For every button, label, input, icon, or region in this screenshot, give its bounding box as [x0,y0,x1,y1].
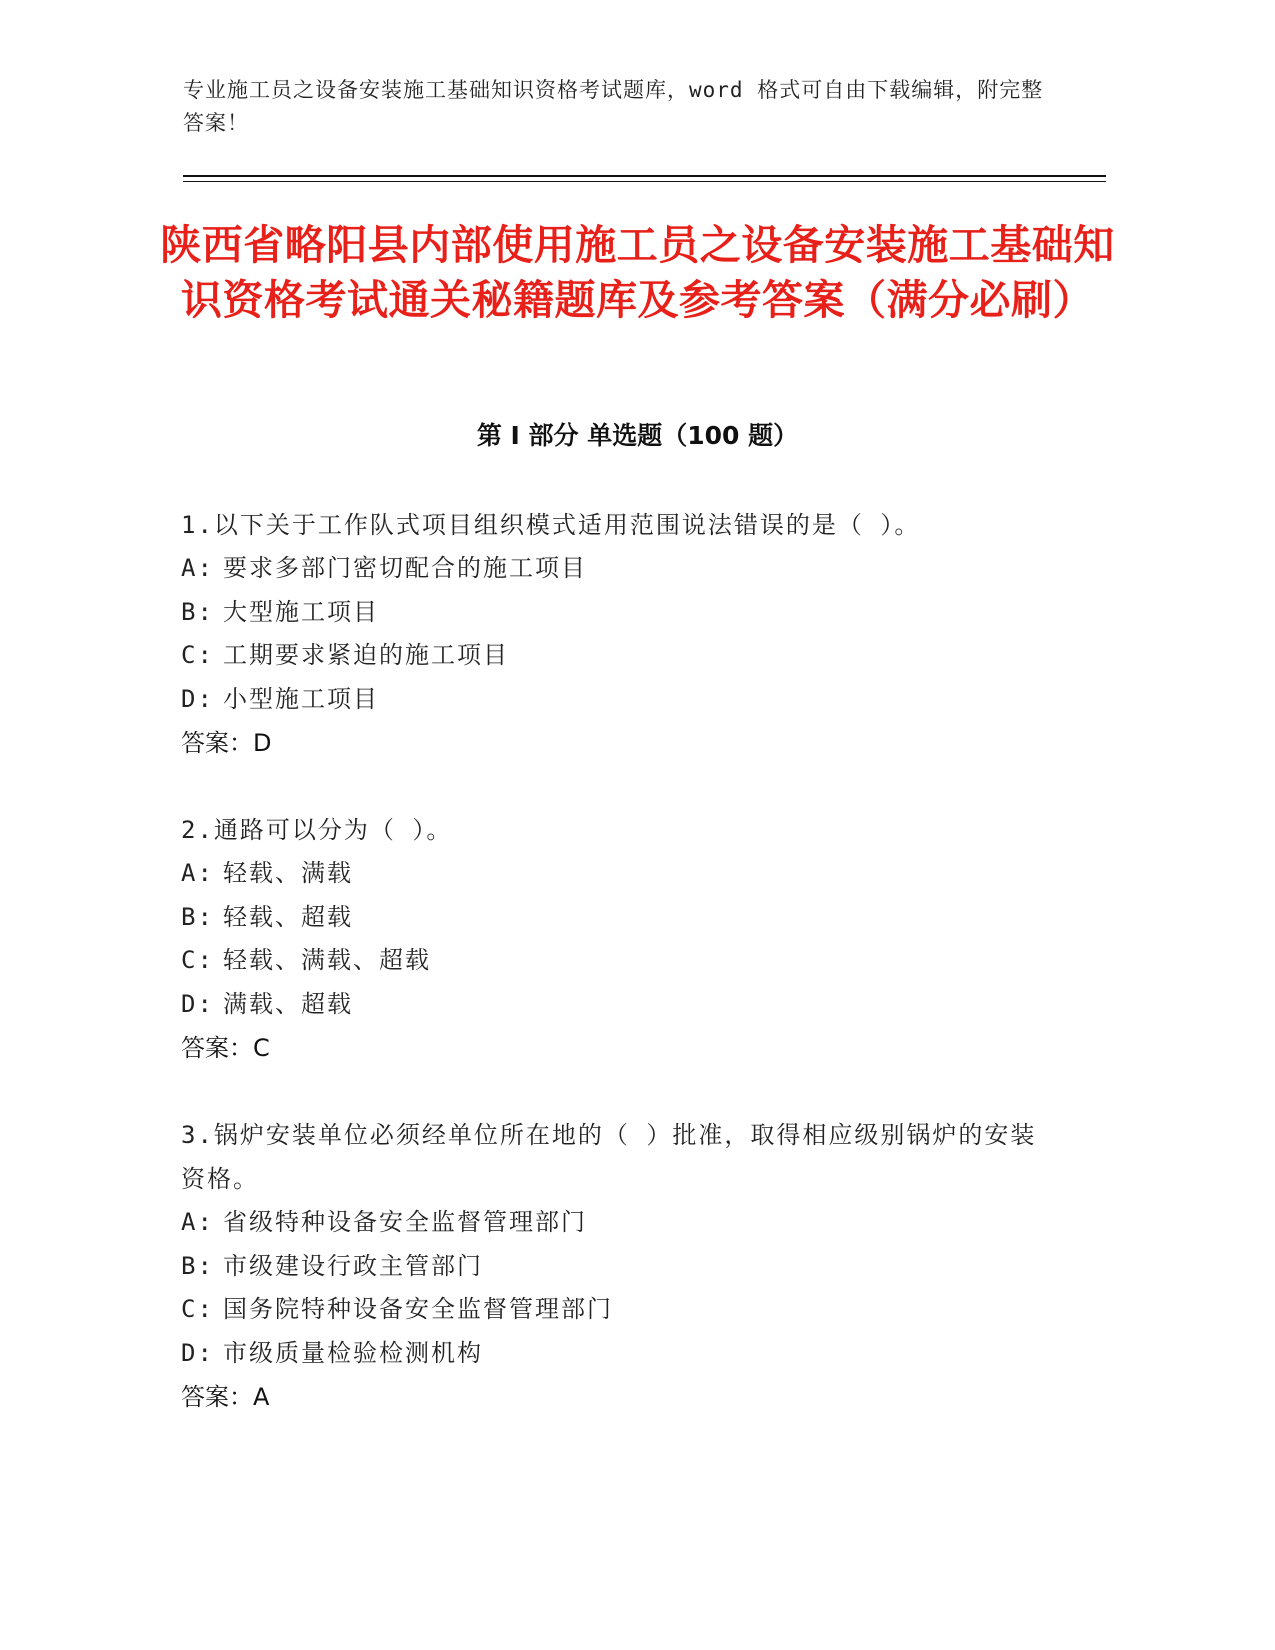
option-text: 小型施工项目 [223,684,379,713]
option-a [181,852,1061,896]
option-d [181,1332,1061,1376]
answer-label: 答案： [181,729,253,757]
option-letter: C: [181,641,214,669]
question-stem: 2.通路可以分为（ ）。 [181,816,453,844]
option-letter: D: [181,1338,214,1367]
option-letter: A: [181,1208,214,1236]
document-title: 陕西省略阳县内部使用施工员之设备安装施工基础知识资格考试通关秘籍题库及参考答案（满分必刷） [160,221,1115,324]
option-letter: B: [181,902,214,931]
answer-label: 答案： [181,1383,253,1411]
option-text: 轻载、超载 [223,902,353,931]
option-text: 工期要求紧迫的施工项目 [223,641,509,669]
question-3 [181,1113,1061,1419]
option-a [181,547,1061,591]
option-text: 轻载、满载 [223,859,353,887]
answer-line [181,1375,1061,1419]
answer-value: C [253,1034,270,1062]
option-c [181,634,1061,678]
section-heading: 第 I 部分 单选题（100 题） [476,421,799,450]
option-b [181,591,1061,635]
answer-line [181,1026,1061,1070]
option-text: 轻载、满载、超载 [223,946,431,974]
question-stem: 3.锅炉安装单位必须经单位所在地的（ ）批准，取得相应级别锅炉的安装资格。 [181,1121,1037,1193]
option-letter: B: [181,597,214,626]
option-text: 市级质量检验检测机构 [223,1338,483,1367]
answer-label: 答案： [181,1034,253,1062]
option-letter: C: [181,946,214,974]
option-text: 国务院特种设备安全监督管理部门 [223,1295,613,1323]
answer-line [181,721,1061,765]
option-letter: B: [181,1251,214,1280]
option-b [181,896,1061,940]
option-c [181,939,1061,983]
option-d [181,983,1061,1027]
option-letter: A: [181,554,214,582]
option-text: 省级特种设备安全监督管理部门 [223,1208,587,1236]
answer-value: D [253,729,272,757]
question-stem: 1.以下关于工作队式项目组织模式适用范围说法错误的是（ ）。 [181,511,921,539]
option-b [181,1245,1061,1289]
option-text: 满载、超载 [223,989,353,1018]
option-text: 大型施工项目 [223,597,379,626]
header-rule-thick [183,175,1106,177]
option-c [181,1288,1061,1332]
option-letter: D: [181,989,214,1018]
header-rule-thin [183,181,1106,182]
option-text: 市级建设行政主管部门 [223,1251,483,1280]
option-d [181,678,1061,722]
answer-value: A [253,1383,270,1411]
question-1 [181,503,1061,765]
question-2 [181,808,1061,1070]
option-letter: A: [181,859,214,887]
option-a [181,1201,1061,1245]
option-letter: C: [181,1295,214,1323]
option-letter: D: [181,684,214,713]
option-text: 要求多部门密切配合的施工项目 [223,554,587,582]
header-note: 专业施工员之设备安装施工基础知识资格考试题库，word 格式可自由下载编辑，附完整答案！ [183,78,1044,135]
